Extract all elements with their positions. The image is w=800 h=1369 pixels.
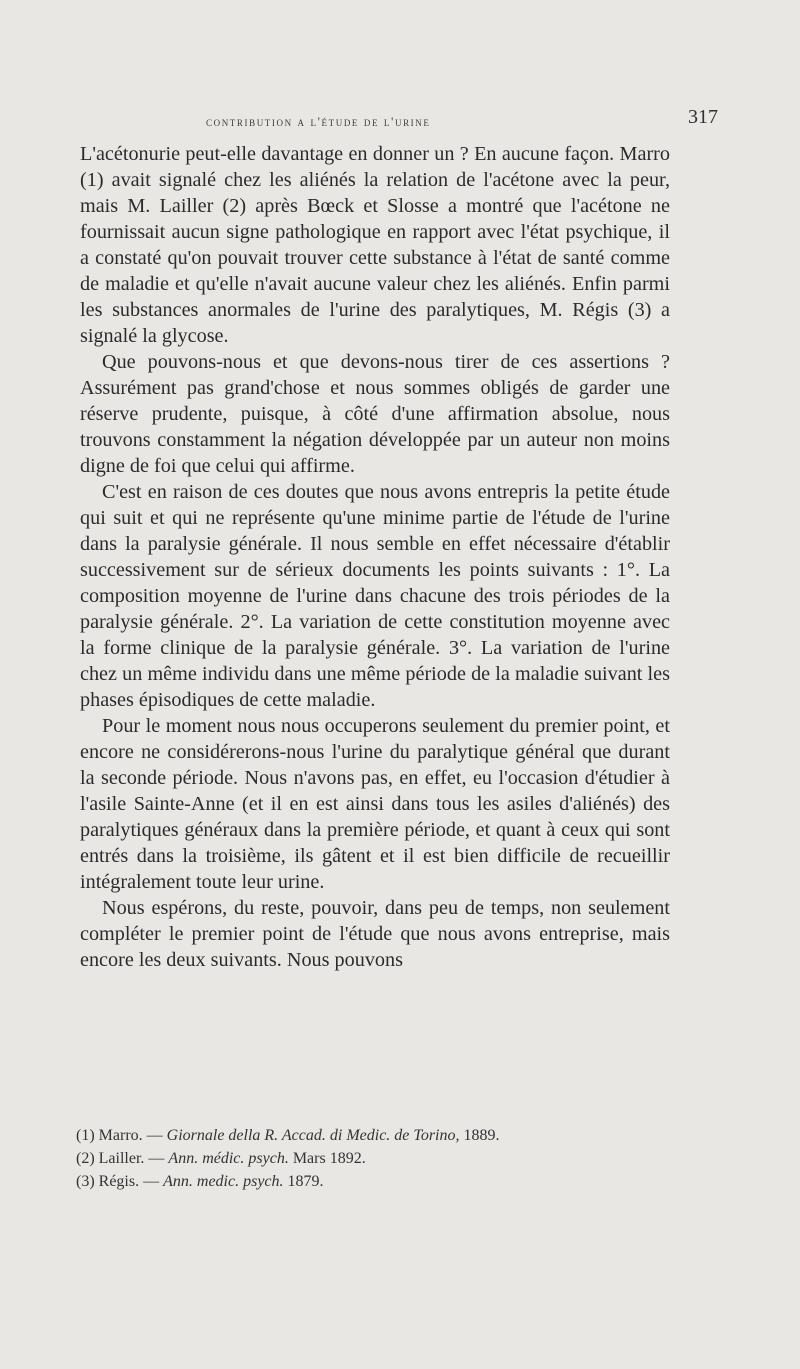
footnote-marker: (2): [76, 1150, 95, 1167]
footnote: [76, 1170, 676, 1193]
footnote-year: Mars 1892.: [292, 1150, 366, 1167]
paragraph: Que pouvons-nous et que devons-nous tirer de ces assertions ? Assurément pas grand'chose et nous sommes obligés de garder une réserve prudente, puisque, à côté d'une affirmation absolue, nous trouvons constamment la négation développée par un auteur non moins digne de foi que celui qui affirme.: [80, 351, 670, 477]
page-header: [72, 104, 718, 136]
running-head: contribution a l'étude de l'urine: [206, 114, 431, 129]
footnote-year: 1879.: [287, 1173, 324, 1190]
footnote-marker: (1): [76, 1127, 95, 1144]
footnote: [76, 1124, 676, 1147]
footnote-source: Ann. medic. psych.: [163, 1173, 284, 1190]
footnote-author: Marro. —: [98, 1127, 163, 1144]
footnote-author: Lailler. —: [98, 1150, 165, 1167]
footnote-marker: (3): [76, 1173, 95, 1190]
footnote-source: Ann. médic. psych.: [168, 1150, 289, 1167]
footnote-year: 1889.: [463, 1127, 500, 1144]
footnote-source: Giornale della R. Accad. di Medic. de Torino,: [166, 1127, 460, 1144]
footnote: [76, 1147, 676, 1170]
paragraph: Pour le moment nous nous occuperons seulement du premier point, et encore ne considérerons-nous l'urine du paralytique général que durant la seconde période. Nous n'avons pas, en effet, eu l'occasion d'étudier à l'asile Sainte-Anne (et il en est ainsi dans tous les asiles d'aliénés) des paralytiques généraux dans la première période, et quant à ceux qui sont entrés dans la troisième, ils gâtent et il est bien difficile de recueillir intégralement toute leur urine.: [80, 715, 670, 893]
paragraph: Nous espérons, du reste, pouvoir, dans peu de temps, non seulement compléter le premier point de l'étude que nous avons entreprise, mais encore les deux suivants. Nous pouvons: [80, 897, 670, 971]
page-number: 317: [688, 106, 718, 128]
footnotes: [76, 1124, 676, 1193]
paragraph: L'acétonurie peut-elle davantage en donner un ? En aucune façon. Marro (1) avait signalé chez les aliénés la relation de l'acétone avec la peur, mais M. Lailler (2) après Bœck et Slosse a montré que l'acétone ne fournissait aucun signe pathologique en rapport avec l'état psychique, il a constaté qu'on pouvait trouver cette substance à l'état de santé comme de maladie et qu'elle n'avait aucune valeur chez les aliénés. Enfin parmi les substances anormales de l'urine des paralytiques, M. Régis (3) a signalé la glycose.: [80, 143, 670, 347]
footnote-author: Régis. —: [98, 1173, 160, 1190]
paragraph: C'est en raison de ces doutes que nous avons entrepris la petite étude qui suit et qui ne représente qu'une minime partie de l'étude de l'urine dans la paralysie générale. Il nous semble en effet nécessaire d'établir successivement sur de sérieux documents les points suivants : 1°. La composition moyenne de l'urine dans chacune des trois périodes de la paralysie générale. 2°. La variation de cette constitution moyenne avec la forme clinique de la paralysie générale. 3°. La variation de l'urine chez un même individu dans une même période de la maladie suivant les phases épisodiques de cette maladie.: [80, 481, 670, 711]
body-text: [80, 141, 670, 973]
